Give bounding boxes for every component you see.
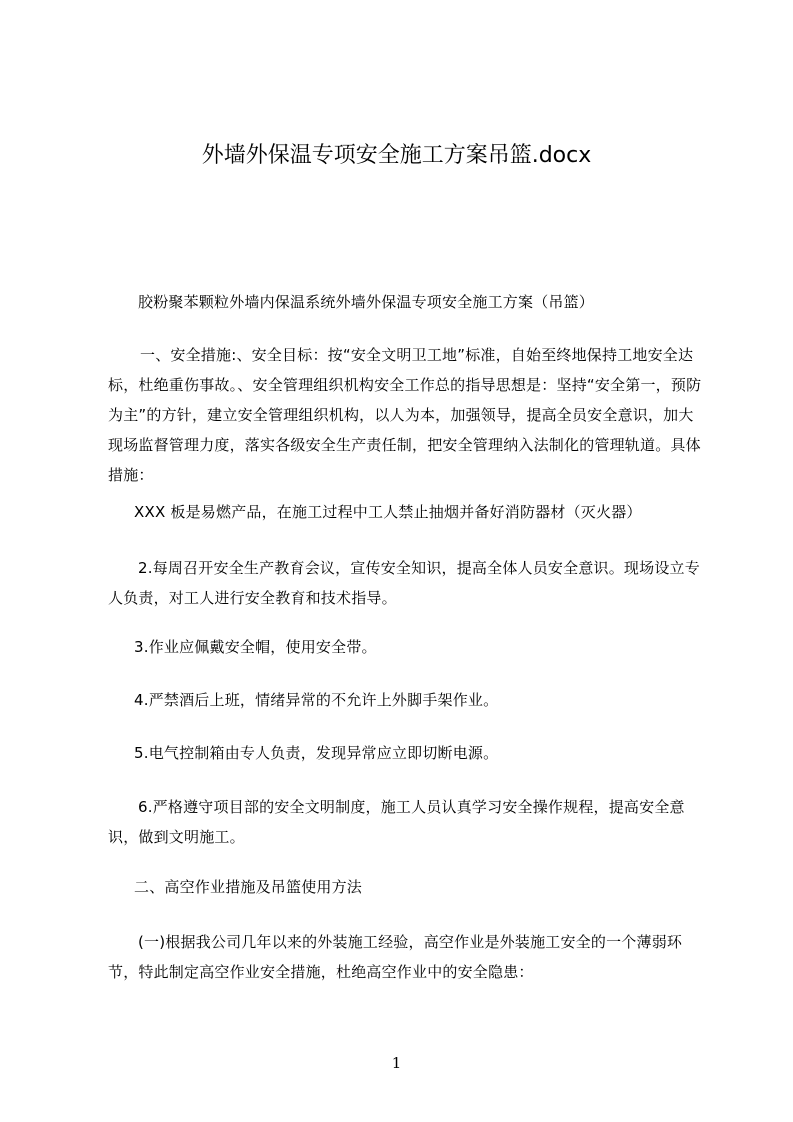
- document-title: 外墙外保温专项安全施工方案吊篮.docx: [201, 143, 592, 168]
- paragraph-high-altitude-intro: (一)根据我公司几年以来的外装施工经验，高空作业是外装施工安全的一个薄弱环节，特此制定高空作业安全措施，杜绝高空作业中的安全隐患：: [108, 933, 683, 981]
- paragraph-fire-safety: XXX 板是易燃产品，在施工过程中工人禁止抽烟并备好消防器材（灭火器）: [134, 503, 642, 521]
- section-heading-high-altitude: 二、高空作业措施及吊篮使用方法: [134, 878, 363, 896]
- paragraph-item-6: 6.严格遵守项目部的安全文明制度，施工人员认真学习安全操作规程，提高安全意识，做到文明施工。: [108, 798, 685, 846]
- paragraph-safety-measures: 一、安全措施:、安全目标：按“安全文明卫工地”标准，自始至终地保持工地安全达标，杜绝重伤事故。、安全管理组织机构安全工作总的指导思想是：坚持“安全第一，预防为主”的方针，建立安全管理组织机构，以人为本，加强领导，提高全员安全意识，加大现场监督管理力度，落实各级安全生产责任制，把安全管理纳入法制化的管理轨道。具体措施：: [108, 346, 702, 484]
- page-number: 1: [391, 1054, 402, 1072]
- paragraph-item-2: 2.每周召开安全生产教育会议，宣传安全知识，提高全体人员安全意识。现场设立专人负责，对工人进行安全教育和技术指导。: [108, 559, 700, 607]
- paragraph-item-3: 3.作业应佩戴安全帽，使用安全带。: [134, 638, 377, 656]
- document-subtitle: 胶粉聚苯颗粒外墙内保温系统外墙外保温专项安全施工方案（吊篮）: [138, 293, 595, 311]
- paragraph-item-4: 4.严禁酒后上班，情绪异常的不允许上外脚手架作业。: [134, 691, 499, 709]
- paragraph-item-5: 5.电气控制箱由专人负责，发现异常应立即切断电源。: [134, 744, 499, 762]
